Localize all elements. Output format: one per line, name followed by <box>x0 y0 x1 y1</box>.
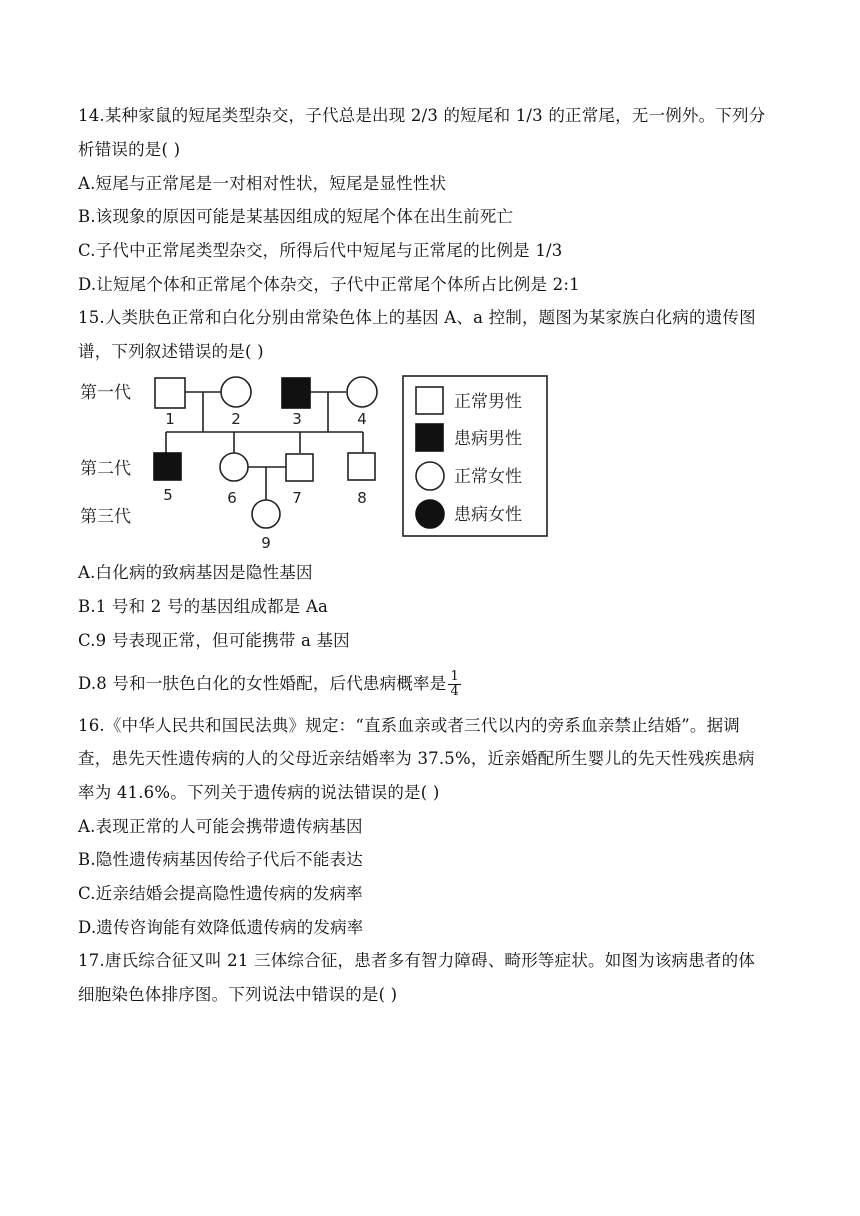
legend-normal-female-label: 正常女性 <box>454 467 522 487</box>
q15-option-b: B.1 号和 2 号的基因组成都是 Aa <box>78 597 329 616</box>
q16-option-b: B.隐性遗传病基因传给子代后不能表达 <box>78 850 363 869</box>
legend-normal-female-icon <box>416 462 444 490</box>
number-7: 7 <box>292 489 302 507</box>
q17-stem-line1: 17.唐氏综合征又叫 21 三体综合征，患者多有智力障碍、畸形等症状。如图为该病患者的体 <box>78 951 756 970</box>
q16-stem-line3: 率为 41.6%。下列关于遗传病的说法错误的是( ) <box>78 783 440 802</box>
q15-stem-line2: 谱，下列叙述错误的是( ) <box>78 342 264 361</box>
fraction-numerator: 1 <box>450 669 459 684</box>
person-5-affected-male <box>154 453 181 480</box>
q14-stem-line2: 析错误的是( ) <box>78 140 181 159</box>
q15-option-d-text: D.8 号和一肤色白化的女性婚配，后代患病概率是 <box>78 674 447 693</box>
legend-normal-male-label: 正常男性 <box>454 392 522 412</box>
legend-affected-female-label: 患病女性 <box>454 505 522 525</box>
gen2-label: 第二代 <box>80 459 131 479</box>
gen1-label: 第一代 <box>80 383 131 403</box>
legend-affected-male-label: 患病男性 <box>454 429 522 449</box>
number-8: 8 <box>357 489 367 507</box>
number-6: 6 <box>227 489 237 507</box>
legend-normal-male-icon <box>416 387 443 414</box>
q14-option-a: A.短尾与正常尾是一对相对性状，短尾是显性性状 <box>78 174 447 193</box>
q17-stem-line2: 细胞染色体排序图。下列说法中错误的是( ) <box>78 985 398 1004</box>
person-7-normal-male <box>286 454 313 481</box>
legend-affected-female-icon <box>416 500 444 528</box>
person-1-normal-male <box>155 378 185 408</box>
q16-stem-line1: 16.《中华人民共和国民法典》规定：“直系血亲或者三代以内的旁系血亲禁止结婚”。据调 <box>78 716 741 735</box>
number-5: 5 <box>163 486 173 504</box>
person-6-normal-female <box>220 453 248 481</box>
q16-stem-line2: 查，患先天性遗传病的人的父母近亲结婚率为 37.5%，近亲婚配所生婴儿的先天性残疾患病 <box>78 749 755 768</box>
q16-option-a: A.表现正常的人可能会携带遗传病基因 <box>78 817 363 836</box>
gen3-label: 第三代 <box>80 507 131 527</box>
q15-option-a: A.白化病的致病基因是隐性基因 <box>78 563 313 582</box>
person-2-normal-female <box>221 377 251 407</box>
q15-stem-line1: 15.人类肤色正常和白化分别由常染色体上的基因 A、a 控制，题图为某家族白化病的遗传图 <box>78 308 756 327</box>
q15-option-c: C.9 号表现正常，但可能携带 a 基因 <box>78 631 350 650</box>
number-2: 2 <box>231 410 241 428</box>
person-9-normal-female <box>252 500 280 528</box>
person-3-affected-male <box>282 378 310 408</box>
q16-option-c: C.近亲结婚会提高隐性遗传病的发病率 <box>78 884 363 903</box>
q16-option-d: D.遗传咨询能有效降低遗传病的发病率 <box>78 918 364 937</box>
legend-affected-male-icon <box>416 424 443 451</box>
q15-option-d <box>78 670 461 699</box>
number-3: 3 <box>292 410 302 428</box>
person-4-normal-female <box>347 377 377 407</box>
q14-option-b: B.该现象的原因可能是某基因组成的短尾个体在出生前死亡 <box>78 207 514 226</box>
q14-option-d: D.让短尾个体和正常尾个体杂交，子代中正常尾个体所占比例是 2:1 <box>78 275 580 294</box>
number-1: 1 <box>165 410 175 428</box>
q14-stem-line1: 14.某种家鼠的短尾类型杂交，子代总是出现 2/3 的短尾和 1/3 的正常尾，无一例外。下列分 <box>78 106 766 125</box>
number-9: 9 <box>261 534 271 550</box>
fraction-denominator: 4 <box>450 684 459 699</box>
number-4: 4 <box>357 410 367 428</box>
pedigree-diagram <box>78 370 553 550</box>
fraction-one-quarter <box>448 670 460 699</box>
person-8-normal-male <box>348 453 375 480</box>
q14-option-c: C.子代中正常尾类型杂交，所得后代中短尾与正常尾的比例是 1/3 <box>78 241 563 260</box>
